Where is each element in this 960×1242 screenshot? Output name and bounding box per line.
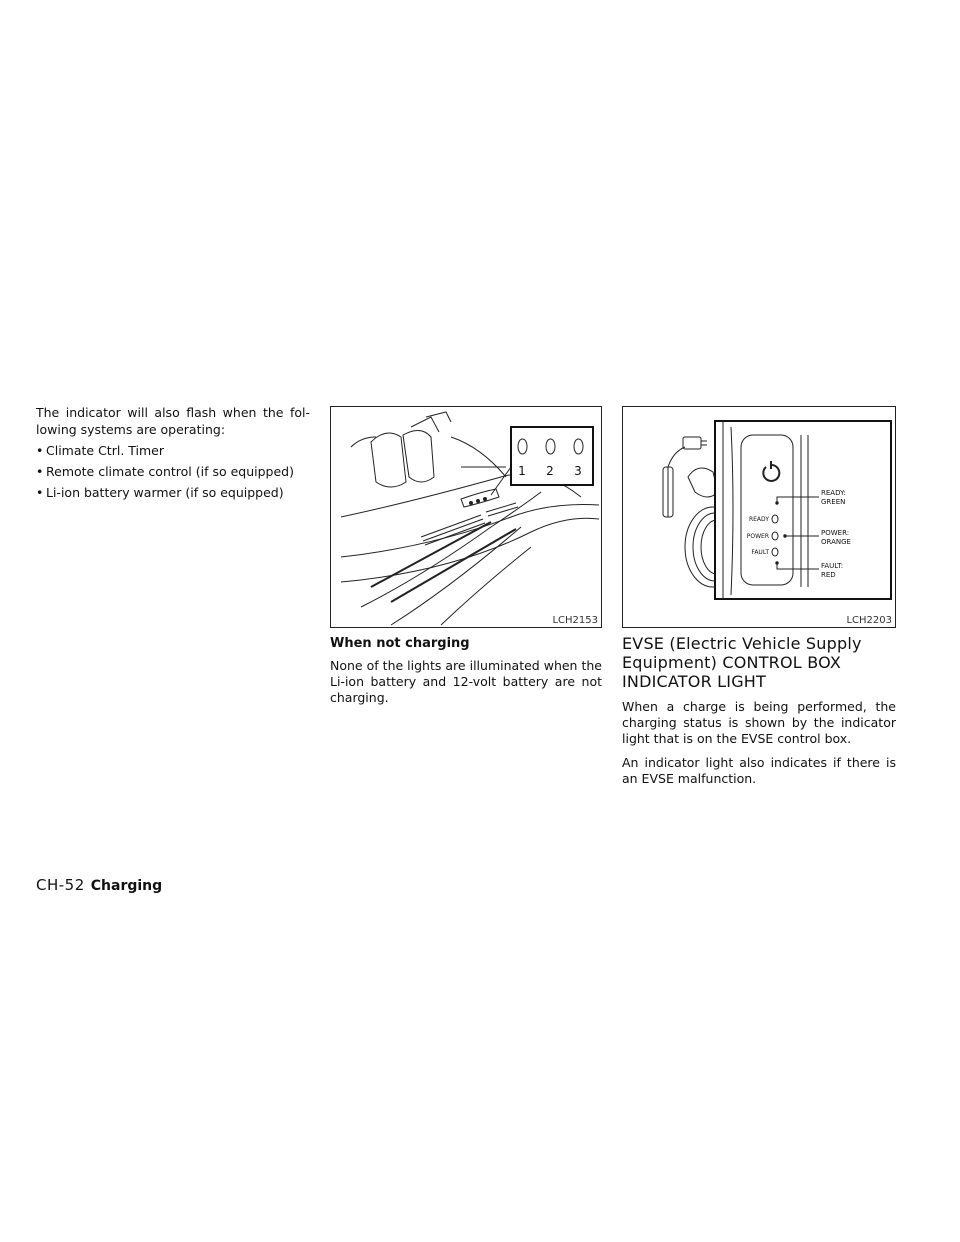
page-footer <box>36 876 162 894</box>
callout-3: 3 <box>574 464 582 478</box>
callout-power: POWER: <box>821 529 850 537</box>
section-name: Charging <box>90 878 163 894</box>
left-column <box>36 404 310 505</box>
body-paragraph: An indicator light also indicates if there is an EVSE malfunction. <box>622 755 896 786</box>
list-item: • Remote climate control (if so equipped) <box>36 463 310 480</box>
section-heading: EVSE (Electric Vehicle Supply Equipment) CONTROL BOX INDICATOR LIGHT <box>622 634 862 691</box>
page-number: CH-52 <box>36 876 85 894</box>
systems-list <box>36 442 310 501</box>
callout-green: GREEN <box>821 498 846 506</box>
callout-red: RED <box>821 571 836 579</box>
panel-label-power: POWER <box>746 533 769 540</box>
right-column <box>622 634 896 795</box>
figure-evse-control-box <box>622 406 896 628</box>
panel-label-fault: FAULT <box>751 549 769 556</box>
callout-1: 1 <box>518 464 526 478</box>
callout-fault: FAULT: <box>821 562 844 570</box>
evse-illustration <box>623 407 895 627</box>
section-heading: When not charging <box>330 636 470 651</box>
list-item: • Climate Ctrl. Timer <box>36 442 310 459</box>
figure-dashboard-indicators <box>330 406 602 628</box>
intro-paragraph: The indicator will also flash when the fol-lowing systems are operating: <box>36 405 310 437</box>
list-item: • Li-ion battery warmer (if so equipped) <box>36 484 310 501</box>
dashboard-illustration <box>331 407 601 627</box>
figure-label: LCH2153 <box>552 615 598 626</box>
callout-2: 2 <box>546 464 554 478</box>
body-paragraph: None of the lights are illuminated when the Li-ion battery and 12-volt battery are not charging. <box>330 658 602 705</box>
panel-label-ready: READY <box>748 516 769 523</box>
body-paragraph: When a charge is being performed, the charging status is shown by the indicator light that is on the EVSE control box. <box>622 699 896 746</box>
figure-label: LCH2203 <box>846 615 892 626</box>
callout-ready: READY: <box>821 489 846 497</box>
callout-orange: ORANGE <box>821 538 851 546</box>
middle-column <box>330 636 602 706</box>
